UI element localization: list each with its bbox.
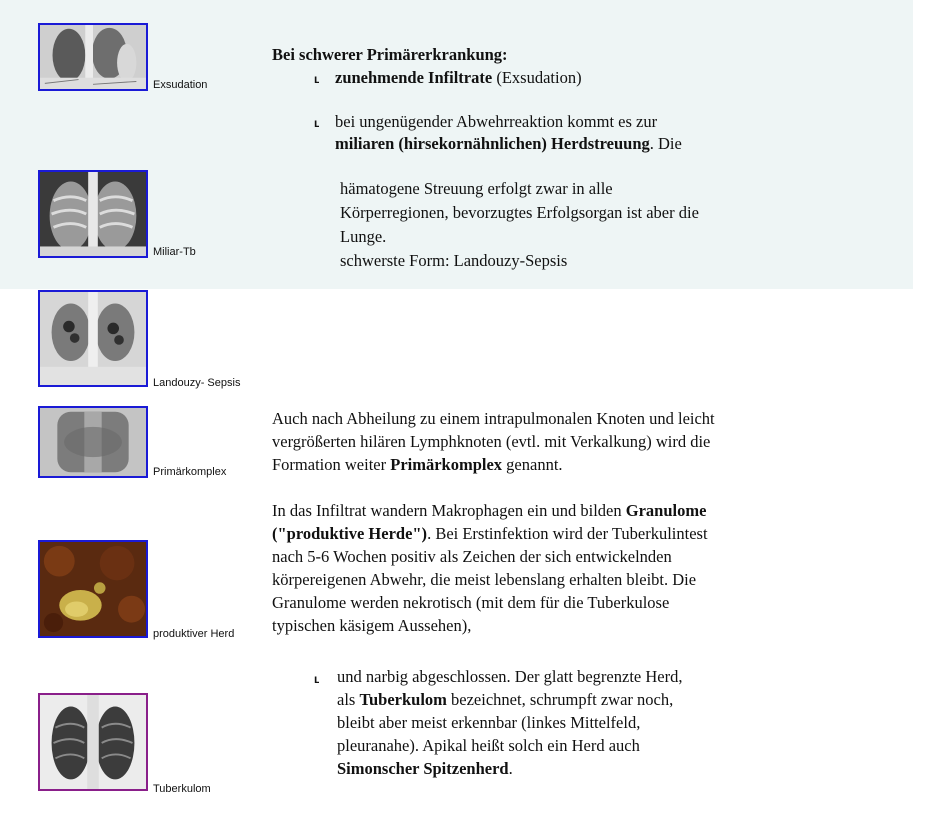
- section2-line2: vergrößerten hilären Lymphknoten (evtl. mit Verkalkung) wird die: [272, 432, 711, 451]
- section1-para-line2: Körperregionen, bevorzugtes Erfolgsorgan ist aber die: [340, 203, 699, 222]
- text-run: . Bei Erstinfektion wird der Tuberkulintest: [427, 524, 708, 543]
- text-run: In das Infiltrat wandern Makrophagen ein und bilden: [272, 501, 626, 520]
- text-run: als: [337, 690, 360, 709]
- bold-term: Simonscher Spitzenherd: [337, 759, 509, 778]
- bold-term: Primärkomplex: [390, 455, 503, 474]
- bold-term: Granulome: [625, 501, 707, 520]
- section3-line1: [272, 500, 706, 523]
- section3-line2: [272, 523, 708, 546]
- bold-term: Tuberkulom: [359, 690, 447, 709]
- section3-line5: Granulome werden nekrotisch (mit dem für die Tuberkulose: [272, 593, 670, 612]
- granulom-photo-image[interactable]: [38, 540, 148, 638]
- caption-landouzy: Landouzy- Sepsis: [153, 377, 241, 389]
- section1-para-line1: hämatogene Streuung erfolgt zwar in alle: [340, 179, 613, 198]
- caption-tuberkulom: Tuberkulom: [153, 783, 211, 795]
- section1-bullet1: [335, 67, 582, 90]
- section1-para-line4: schwerste Form: Landouzy-Sepsis: [340, 251, 568, 270]
- text-run: . Die: [649, 134, 682, 153]
- xray-tuberkulom-image[interactable]: [38, 693, 148, 791]
- section2-line1: Auch nach Abheilung zu einem intrapulmonalen Knoten und leicht: [272, 409, 715, 428]
- bold-term: miliaren (hirsekornähnlichen) Herdstreuung: [335, 134, 650, 153]
- bullet-icon: ʟ: [314, 72, 320, 86]
- section4-line1: und narbig abgeschlossen. Der glatt begrenzte Herd,: [337, 667, 683, 686]
- caption-exsudation: Exsudation: [153, 79, 208, 91]
- text-run: bezeichnet, schrumpft zwar noch,: [446, 690, 674, 709]
- section1-para-line3: Lunge.: [340, 227, 387, 246]
- text-run: Formation weiter: [272, 455, 391, 474]
- section2-line3: [272, 454, 563, 477]
- section4-line2: [337, 689, 673, 712]
- section1-heading: Bei schwerer Primärerkrankung:: [272, 45, 508, 64]
- section3-line3: nach 5-6 Wochen positiv als Zeichen der sich entwickelnden: [272, 547, 672, 566]
- caption-produktiver-herd: produktiver Herd: [153, 628, 235, 640]
- section1-bullet2-line2: [335, 133, 682, 156]
- text-run: (Exsudation): [492, 68, 582, 87]
- bullet-icon: ʟ: [314, 116, 320, 130]
- xray-primaerkomplex-image[interactable]: [38, 406, 148, 478]
- caption-primaerkomplex: Primärkomplex: [153, 466, 227, 478]
- section4-line5: [337, 758, 513, 781]
- bullet-icon: ʟ: [314, 672, 320, 686]
- section1-bullet2-line1: bei ungenügender Abwehrreaktion kommt es zur: [335, 112, 658, 131]
- bold-term: ("produktive Herde"): [272, 524, 428, 543]
- xray-exsudation-image[interactable]: [38, 23, 148, 91]
- xray-landouzy-image[interactable]: [38, 290, 148, 387]
- bold-term: zunehmende Infiltrate: [335, 68, 493, 87]
- section4-line4: pleuranahe). Apikal heißt solch ein Herd auch: [337, 736, 640, 755]
- xray-miliar-image[interactable]: [38, 170, 148, 258]
- section3-line4: körpereigenen Abwehr, die meist lebenslang erhalten bleibt. Die: [272, 570, 697, 589]
- section3-line6: typischen käsigem Aussehen),: [272, 616, 472, 635]
- text-run: .: [508, 759, 513, 778]
- caption-miliar: Miliar-Tb: [153, 246, 196, 258]
- text-run: genannt.: [502, 455, 563, 474]
- section4-line3: bleibt aber meist erkennbar (linkes Mittelfeld,: [337, 713, 641, 732]
